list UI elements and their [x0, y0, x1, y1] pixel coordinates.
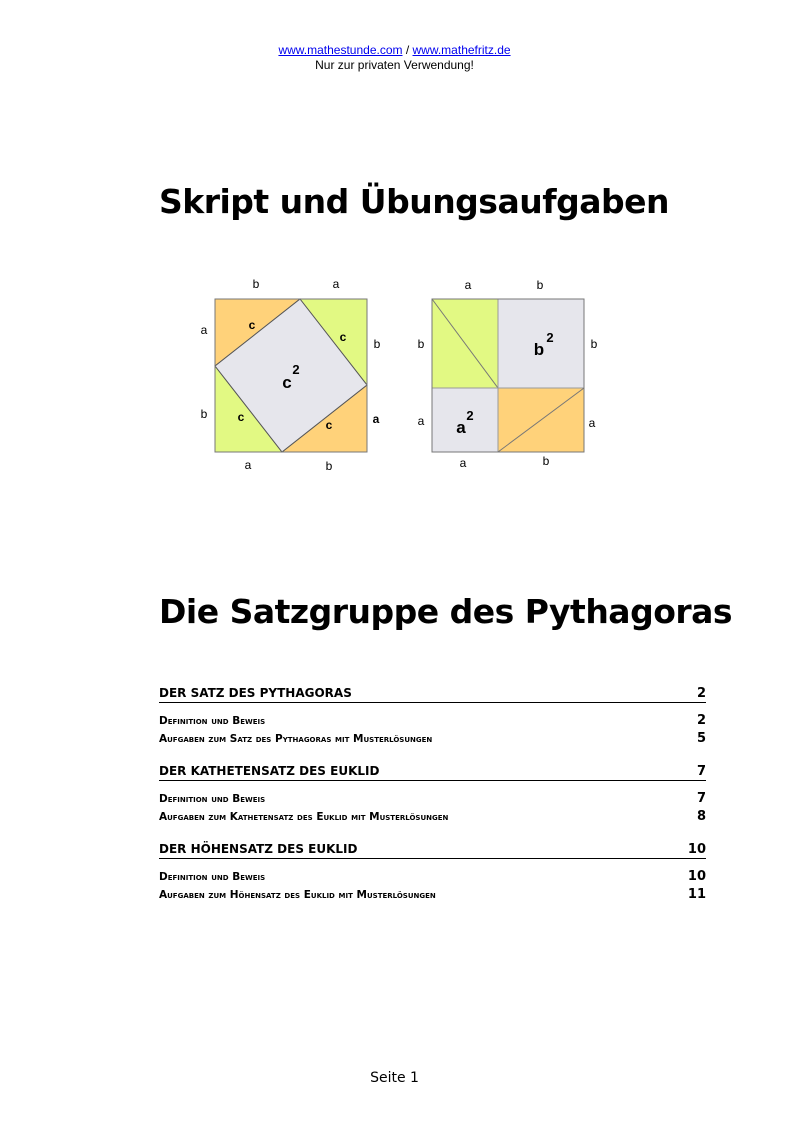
- toc-heading-page: 2: [696, 686, 706, 701]
- c-squared-base: c: [282, 373, 292, 392]
- toc-item-title: Definition und Beweis: [159, 871, 266, 883]
- toc-item-title: Definition und Beweis: [159, 793, 266, 805]
- header-links: [0, 43, 789, 58]
- page-number: Seite 1: [370, 1070, 419, 1086]
- toc-heading-title: DER HÖHENSATZ DES EUKLID: [159, 842, 358, 856]
- toc-item-page: 8: [696, 809, 706, 824]
- label-r-left-b: b: [417, 337, 425, 351]
- toc-item-title: Aufgaben zum Höhensatz des Euklid mit Musterlösungen: [159, 889, 436, 901]
- toc-item[interactable]: [159, 790, 706, 808]
- page-header: [0, 43, 789, 73]
- toc-section-1: [159, 686, 706, 748]
- toc-item-title: Definition und Beweis: [159, 715, 266, 727]
- header-separator: /: [402, 43, 413, 57]
- label-c-1: c: [248, 318, 256, 332]
- header-note: Nur zur privaten Verwendung!: [315, 58, 474, 72]
- toc-item-page: 5: [696, 731, 706, 746]
- label-left-top-a: a: [332, 277, 340, 291]
- toc-heading-page: 7: [696, 764, 706, 779]
- toc-item[interactable]: [159, 712, 706, 730]
- label-c-3: c: [325, 418, 333, 432]
- label-left-top-b: b: [252, 277, 260, 291]
- left-square: [201, 277, 381, 473]
- toc-heading[interactable]: [159, 764, 706, 781]
- label-r-top-b: b: [536, 278, 544, 292]
- toc-item[interactable]: [159, 730, 706, 748]
- toc-section-3: [159, 842, 706, 904]
- label-r-right-a: a: [588, 416, 596, 430]
- label-left-side-a: a: [200, 323, 208, 337]
- label-r-bottom-b: b: [542, 454, 550, 468]
- toc-section-2: [159, 764, 706, 826]
- pythagoras-proof-figure: [195, 270, 615, 480]
- toc-item[interactable]: [159, 886, 706, 904]
- b-squared-base: b: [533, 340, 545, 359]
- toc-item[interactable]: [159, 808, 706, 826]
- toc-item-page: 11: [687, 887, 706, 902]
- label-c-2: c: [339, 330, 347, 344]
- label-right-side-a: a: [372, 412, 380, 426]
- toc-heading-title: DER SATZ DES PYTHAGORAS: [159, 686, 352, 700]
- label-r-right-b: b: [590, 337, 598, 351]
- toc-heading[interactable]: [159, 842, 706, 859]
- a-squared-base: a: [456, 418, 466, 437]
- toc-item-title: Aufgaben zum Kathetensatz des Euklid mit Musterlösungen: [159, 811, 449, 823]
- toc-heading-page: 10: [687, 842, 706, 857]
- toc-item-page: 7: [696, 791, 706, 806]
- label-r-bottom-a: a: [459, 456, 467, 470]
- chapter-title: Die Satzgruppe des Pythagoras: [159, 592, 733, 631]
- b-squared-exp: 2: [546, 330, 554, 345]
- right-square: [418, 278, 598, 470]
- label-left-side-b: b: [200, 407, 208, 421]
- link-mathestunde[interactable]: www.mathestunde.com: [278, 43, 403, 57]
- label-r-top-a: a: [464, 278, 472, 292]
- c-squared-exp: 2: [292, 362, 300, 377]
- main-title: Skript und Übungsaufgaben: [159, 182, 669, 221]
- toc-item-page: 10: [687, 869, 706, 884]
- toc-heading-title: DER KATHETENSATZ DES EUKLID: [159, 764, 380, 778]
- toc-item-page: 2: [696, 713, 706, 728]
- label-right-side-b: b: [373, 337, 381, 351]
- a-squared-exp: 2: [466, 408, 474, 423]
- label-left-bottom-b: b: [325, 459, 333, 473]
- label-left-bottom-a: a: [244, 458, 252, 472]
- toc-item[interactable]: [159, 868, 706, 886]
- link-mathefritz[interactable]: www.mathefritz.de: [412, 43, 511, 57]
- label-c-4: c: [237, 410, 245, 424]
- label-r-left-a: a: [417, 414, 425, 428]
- toc-item-title: Aufgaben zum Satz des Pythagoras mit Musterlösungen: [159, 733, 433, 745]
- toc-heading[interactable]: [159, 686, 706, 703]
